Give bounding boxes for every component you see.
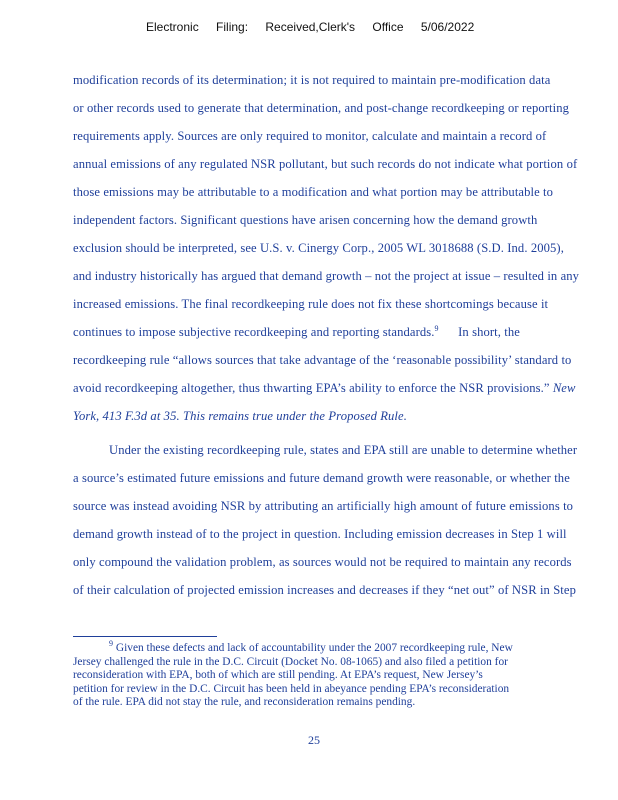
case-citation-italic: New — [552, 381, 576, 395]
body-line-text: continues to impose subjective recordkeeping and reporting standards. — [73, 325, 435, 339]
body-line-text: York, 413 F.3d at 35. This remains true under the Proposed Rule. — [73, 409, 407, 423]
filing-header — [146, 20, 488, 34]
footnote-line: reconsideration with EPA, both of which are still pending. At EPA’s request, New Jersey’s — [73, 669, 483, 681]
footnote-line: of the rule. EPA did not stay the rule, and reconsideration remains pending. — [73, 696, 416, 708]
body-line: Under the existing recordkeeping rule, states and EPA still are unable to determine whether — [109, 443, 578, 457]
body-line: requirements apply. Sources are only required to monitor, calculate and maintain a record of — [73, 129, 547, 143]
body-line — [73, 402, 603, 430]
footnote-line: Jersey challenged the rule in the D.C. Circuit (Docket No. 08-1065) and also filed a petition for — [73, 655, 508, 668]
body-line: or other records used to generate that determination, and post-change recordkeeping or reporting — [73, 101, 570, 115]
body-line: a source’s estimated future emissions and future demand growth were reasonable, or whether the — [73, 471, 570, 485]
header-date: 5/06/2022 — [420, 20, 475, 34]
body-line: annual emissions of any regulated NSR pollutant, but such records do not indicate what portion of — [73, 157, 578, 171]
header-filing: Filing: — [216, 20, 249, 34]
body-line: increased emissions. The final recordkeeping rule does not fix these shortcomings because it — [73, 297, 549, 311]
body-text — [73, 66, 603, 604]
footnote-divider — [73, 636, 217, 637]
footnote-line-text: Given these defects and lack of accountability under the 2007 recordkeeping rule, New — [115, 642, 513, 654]
body-line: demand growth instead of to the project in question. Including emission decreases in Step 1 will — [73, 527, 567, 541]
footnote-line — [73, 639, 603, 656]
body-line: recordkeeping rule “allows sources that take advantage of the ‘reasonable possibility’ standard to — [73, 353, 572, 367]
body-line: those emissions may be attributable to a modification and what portion may be attributable to — [73, 185, 554, 199]
header-electronic: Electronic — [146, 20, 199, 34]
header-received: Received,Clerk's — [265, 20, 356, 34]
body-line: source was instead avoiding NSR by attributing an artificially high amount of future emissions to — [73, 499, 574, 513]
page-number: 25 — [308, 733, 320, 747]
body-line-with-citation — [73, 374, 603, 402]
body-line: modification records of its determination; it is not required to maintain pre-modification data — [73, 73, 551, 87]
body-line-tail: In short, the — [458, 325, 520, 339]
footnote-marker: 9 — [109, 639, 113, 649]
body-line: of their calculation of projected emission increases and decreases if they “net out” of NSR in Step — [73, 583, 576, 597]
body-line: and industry historically has argued that demand growth – not the project at issue – resulted in any — [73, 269, 580, 283]
body-line-text: avoid recordkeeping altogether, thus thwarting EPA’s ability to enforce the NSR provisions.” — [73, 381, 550, 395]
header-office: Office — [372, 20, 404, 34]
body-line-with-footnote — [73, 318, 603, 346]
footnote-ref[interactable]: 9 — [434, 323, 439, 333]
footnote-line: petition for review in the D.C. Circuit has been held in abeyance pending EPA’s reconsideration — [73, 682, 510, 695]
footnote — [73, 639, 603, 710]
body-line: only compound the validation problem, as sources would not be required to maintain any records — [73, 555, 572, 569]
body-line: exclusion should be interpreted, see U.S. v. Cinergy Corp., 2005 WL 3018688 (S.D. Ind. 2005), — [73, 241, 564, 255]
body-line: independent factors. Significant questions have arisen concerning how the demand growth — [73, 213, 538, 227]
